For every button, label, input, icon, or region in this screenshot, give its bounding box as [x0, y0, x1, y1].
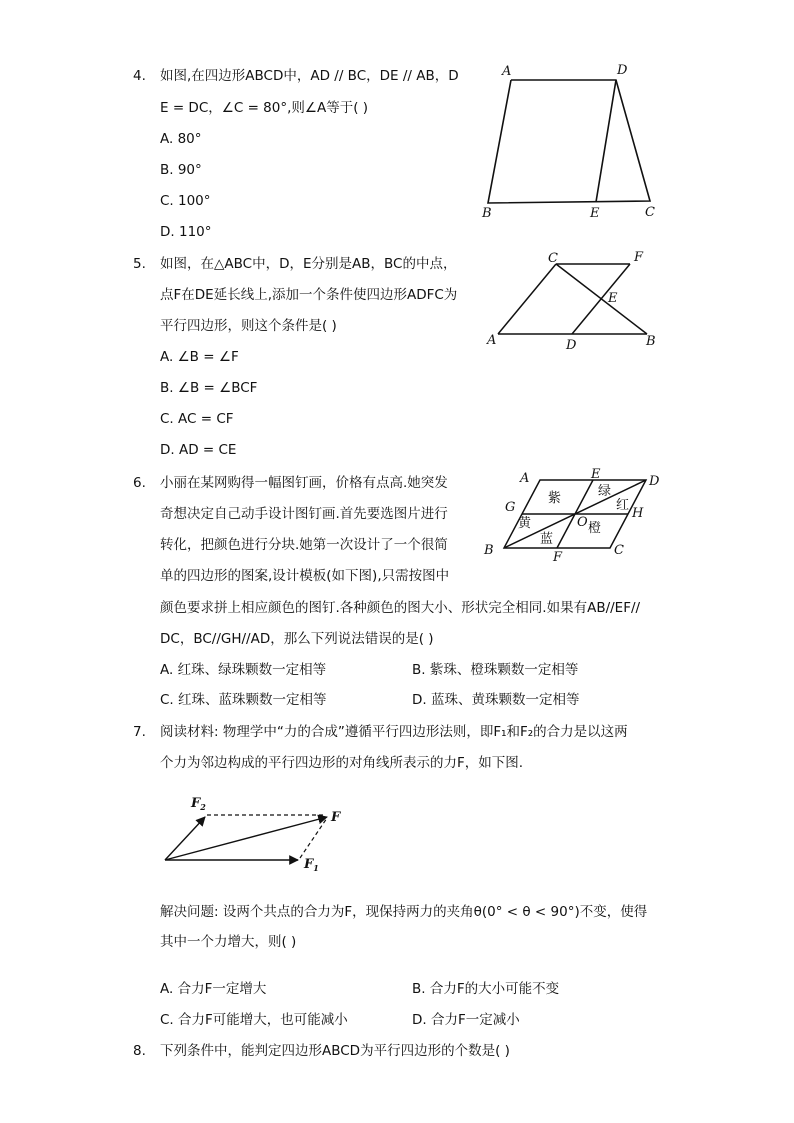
q6-option-d: D. 蓝珠、黄珠颗数一定相等 — [412, 692, 580, 708]
q4-label-b: B — [482, 206, 492, 221]
q7-stem-line1: 阅读材料: 物理学中“力的合成”遵循平行四边形法则，即F₁和F₂的合力是以这两 — [160, 724, 628, 740]
q6-stem-line5: 颜色要求拼上相应颜色的图钉.各种颜色的图大小、形状完全相同.如果有AB//EF// — [160, 600, 641, 616]
q6-color-blue: 蓝 — [540, 532, 554, 547]
q5-label-a: A — [487, 333, 497, 348]
q4-label-a: A — [502, 64, 512, 79]
q7-stem-line2: 个力为邻边构成的平行四边形的对角线所表示的力F，如下图. — [160, 755, 524, 771]
q6-stem-line6: DC，BC//GH//AD，那么下列说法错误的是( ) — [160, 631, 434, 647]
q7-option-b: B. 合力F的大小可能不变 — [412, 981, 560, 997]
q6-figure — [480, 465, 680, 565]
q6-option-a: A. 红珠、绿珠颗数一定相等 — [160, 662, 327, 678]
q5-figure — [480, 248, 670, 358]
q6-stem-line2: 奇想决定自己动手设计图钉画.首先要选图片进行 — [160, 506, 448, 522]
q7-problem-line2: 其中一个力增大，则( ) — [160, 934, 297, 950]
q6-label-c: C — [614, 543, 624, 558]
q4-option-a: A. 80° — [160, 131, 202, 147]
q5-stem-line3: 平行四边形，则这个条件是( ) — [160, 318, 337, 334]
q5-option-b: B. ∠B = ∠BCF — [160, 380, 258, 396]
q7-label-f1: $F_1$ — [304, 857, 319, 873]
q6-label-b: B — [484, 543, 494, 558]
q6-option-c: C. 红珠、蓝珠颗数一定相等 — [160, 692, 327, 708]
q6-label-a: A — [520, 471, 530, 486]
q6-label-e: E — [591, 467, 601, 482]
q4-figure — [475, 58, 675, 223]
q7-option-a: A. 合力F一定增大 — [160, 981, 267, 997]
q5-label-b: B — [646, 334, 656, 349]
q6-label-d: D — [649, 474, 660, 489]
q6-option-b: B. 紫珠、橙珠颗数一定相等 — [412, 662, 579, 678]
q4-stem-line2: E = DC，∠C = 80°,则∠A等于( ) — [160, 100, 369, 116]
q5-stem-line1: 如图，在△ABC中，D，E分别是AB，BC的中点， — [160, 256, 457, 272]
q4-option-c: C. 100° — [160, 193, 211, 209]
q7-option-d: D. 合力F一定减小 — [412, 1012, 520, 1028]
q4-stem-line1: 如图,在四边形ABCD中，AD // BC，DE // AB，D — [160, 68, 459, 84]
q4-label-e: E — [590, 206, 600, 221]
q6-color-purple: 紫 — [548, 491, 562, 506]
q5-label-c: C — [548, 251, 558, 266]
q8-number: 8. — [133, 1043, 146, 1059]
q5-label-f: F — [634, 250, 644, 265]
q5-number: 5. — [133, 256, 146, 272]
q6-label-f: F — [553, 550, 563, 565]
q7-force-figure — [155, 790, 355, 880]
q7-label-f: F — [331, 810, 341, 825]
q4-option-d: D. 110° — [160, 224, 212, 240]
q5-option-c: C. AC = CF — [160, 411, 234, 427]
q5-option-d: D. AD = CE — [160, 442, 237, 458]
q7-label-f2: $F_2$ — [191, 796, 206, 812]
q6-label-h: H — [632, 506, 644, 521]
q6-number: 6. — [133, 475, 146, 491]
q6-label-o: O — [577, 515, 588, 530]
q4-option-b: B. 90° — [160, 162, 202, 178]
q6-label-g: G — [505, 500, 516, 515]
q6-color-orange: 橙 — [588, 521, 602, 536]
q5-label-d: D — [566, 338, 577, 353]
q4-label-c: C — [645, 205, 655, 220]
q5-label-e: E — [608, 291, 618, 306]
q6-stem-line4: 单的四边形的图案,设计模板(如下图),只需按图中 — [160, 568, 450, 584]
q6-color-red: 红 — [616, 498, 630, 513]
q5-option-a: A. ∠B = ∠F — [160, 349, 239, 365]
q6-stem-line1: 小丽在某网购得一幅图钉画，价格有点高.她突发 — [160, 475, 448, 491]
q7-option-c: C. 合力F可能增大，也可能减小 — [160, 1012, 348, 1028]
q6-color-yellow: 黄 — [518, 516, 532, 531]
q4-number: 4. — [133, 68, 146, 84]
q4-label-d: D — [617, 63, 628, 78]
q6-stem-line3: 转化，把颜色进行分块.她第一次设计了一个很简 — [160, 537, 448, 553]
q7-problem-line1: 解决问题: 设两个共点的合力为F，现保持两力的夹角θ(0° < θ < 90°)不变，使得 — [160, 904, 648, 920]
q6-color-green: 绿 — [598, 484, 612, 499]
q8-stem-line1: 下列条件中，能判定四边形ABCD为平行四边形的个数是( ) — [160, 1043, 510, 1059]
q5-stem-line2: 点F在DE延长线上,添加一个条件使四边形ADFC为 — [160, 287, 458, 303]
q7-number: 7. — [133, 724, 146, 740]
